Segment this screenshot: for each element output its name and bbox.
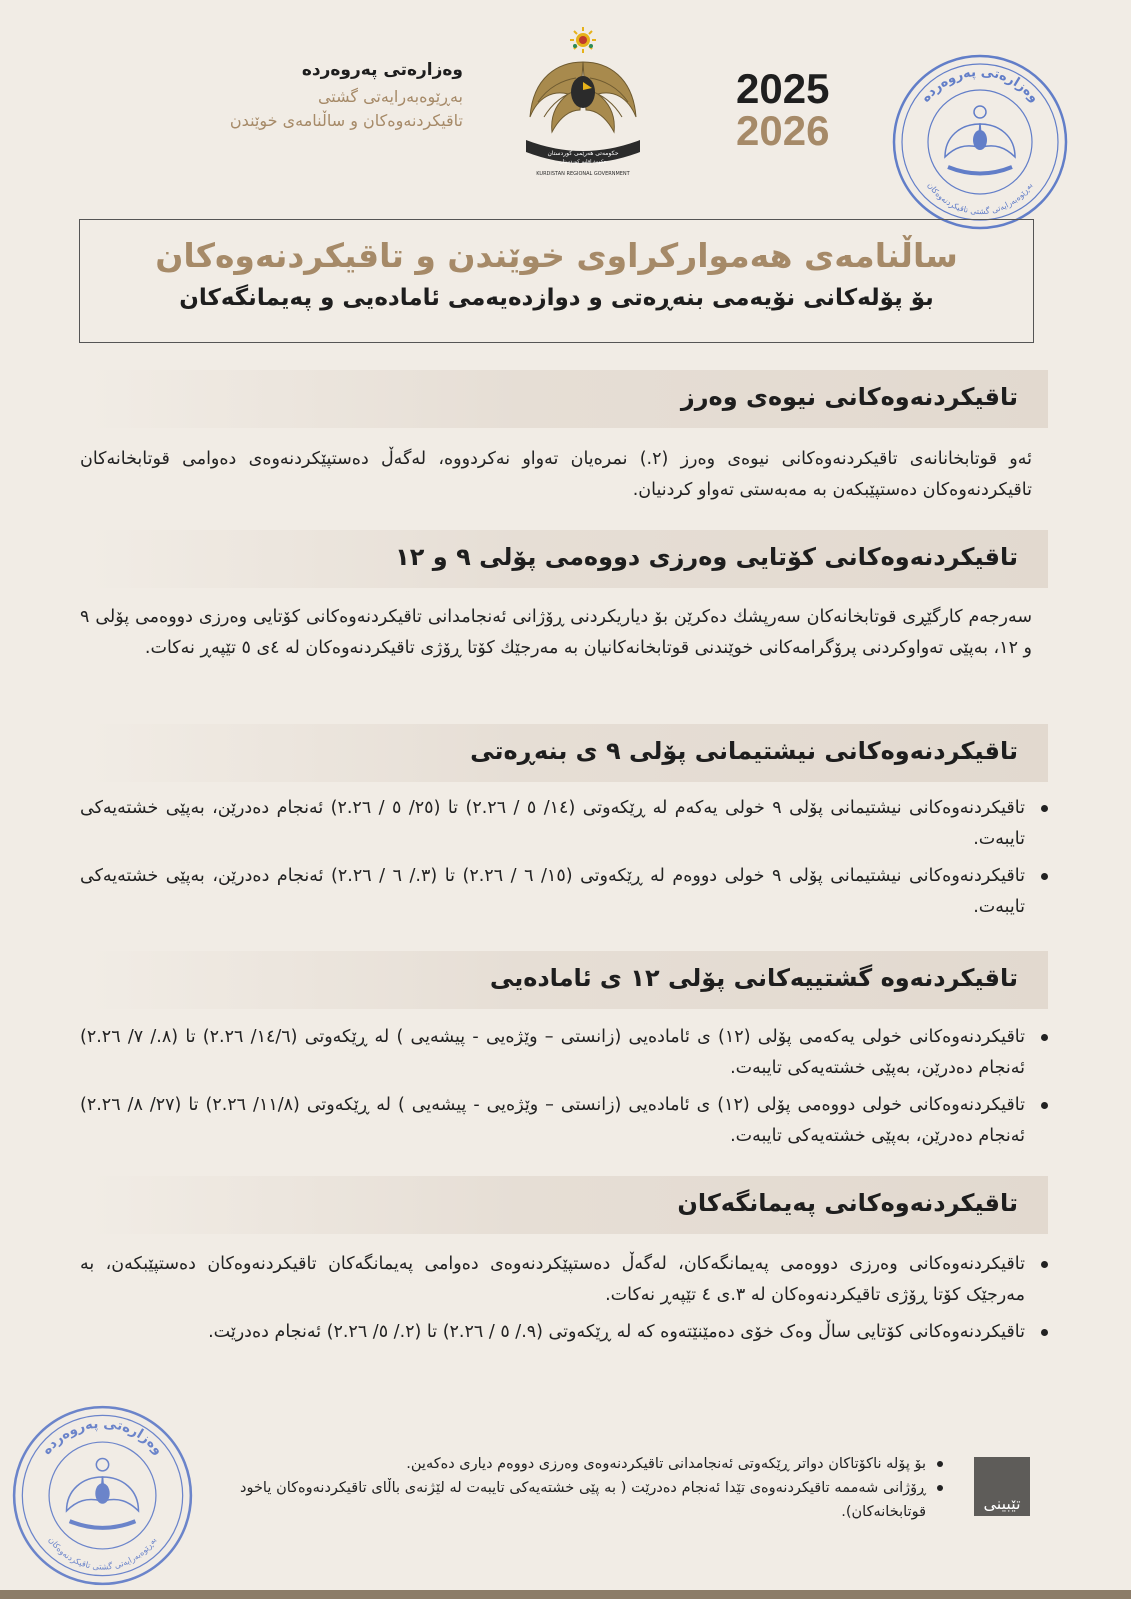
section-paragraph-midterm: ئەو قوتابخانانەی تاقیکردنەوەکانی نیوەی وەرز (٢.) نمرەیان تەواو نەکردووە، لەگەڵ دەستپێکردنەوەی دەوامی قوتابخانەکان تاقیکردنەوەکان دەستپێبکەن بە مەبەستی تەواو کردنیان. <box>80 449 1033 500</box>
list-item: تاقیکردنەوەکانی کۆتایی ساڵ وەک خۆی دەمێنێتەوە کە لە ڕێکەوتی (٩./ ٥ / ٢.٢٦) تا (٢./ ٥/ ٢.٢٦) ئەنجام دەدرێت. <box>80 1317 1025 1348</box>
section-header-midterm <box>88 370 1048 428</box>
list-item: تاقیکردنەوەکانی خولی دووەمی پۆلی (١٢) ی ئامادەیی (زانستی – وێژەیی - پیشەیی ) لە ڕێکەوتی (١١/٨/ ٢.٢٦) تا (٢٧/ ٨/ ٢.٢٦) ئەنجام دەدرێن، بەپێی خشتەیەکی تایبەت. <box>80 1090 1025 1152</box>
section-heading: تاقیکردنەوە گشتییەکانی پۆلی ١٢ ی ئامادەیی <box>489 964 1018 992</box>
svg-text:بەڕێوەبەرایەتی گشتی تاقیكردنەو <box>926 181 1035 216</box>
note-label-box <box>974 1457 1030 1516</box>
section-header-final-term <box>88 530 1048 588</box>
title-box <box>79 219 1034 343</box>
section-header-grade12-general <box>88 951 1048 1009</box>
bottom-bar <box>0 1590 1131 1599</box>
section-heading: تاقیکردنەوەکانی نیشتیمانی پۆلی ٩ ی بنەڕەتی <box>470 737 1018 765</box>
stamp-outer-text: وەزارەتی پەروەردە <box>39 1416 166 1458</box>
list-item: تاقیکردنەوەکانی خولی یەکەمی پۆلی (١٢) ی ئامادەیی (زانستی – وێژەیی - پیشەیی ) لە ڕێکەوتی (١٤/٦/ ٢.٢٦) تا (٨./ ٧/ ٢.٢٦) ئەنجام دەدرێن، بەپێی خشتەیەکی تایبەت. <box>80 1022 1025 1084</box>
notes-block <box>240 1452 950 1524</box>
krg-emblem-icon <box>508 22 658 182</box>
year-bottom: 2026 <box>736 107 830 154</box>
ministry-name: وەزارەتی پەروەردە <box>301 60 463 80</box>
grade9-exam-list <box>80 793 1057 929</box>
svg-text:وەزارەتی پەروەردە <box>918 65 1041 106</box>
section-heading: تاقیکردنەوەکانی پەیمانگەکان <box>677 1189 1018 1217</box>
list-item: تاقیکردنەوەکانی وەرزی دووەمی پەیمانگەکان، لەگەڵ دەستپێکردنەوەی دەوامی پەیمانگەکان تاقیکردنەوەکان دەستپێبکەن، بە مەرجێک کۆتا ڕۆژی تاقیکردنەوەکان لە ٣.ی ٤ تێپەڕ نەکات. <box>80 1249 1025 1311</box>
list-item: تاقیکردنەوەکانی نیشتیمانی پۆلی ٩ خولی دووەم لە ڕێکەوتی (١٥/ ٦ / ٢.٢٦) تا (٣./ ٦ / ٢.٢٦) ئەنجام دەدرێن، بەپێی خشتەیەکی تایبەت. <box>80 861 1025 923</box>
stamp-inner-text: بەڕێوەبەرایەتی گشتی تاقیكردنەوەكان <box>46 1535 159 1572</box>
note-label: تێبینی <box>983 1494 1021 1513</box>
emblem-text-ku: حکومەتی هەرێمی کوردستان <box>547 150 619 157</box>
academic-years <box>736 65 830 154</box>
section-paragraph-final-term: سەرجەم كارگێڕی قوتابخانەكان سەرپشك دەكرێن بۆ دیاریكردنی ڕۆژانی ئەنجامدانی تاقیكردنەوەكانی كۆتایی وەرزی دووەمی پۆلی ٩ و ١٢، بەپێی تەواوكردنی پرۆگرامەكانی خوێندنی قوتابخانەكانیان بە مەرجێك كۆتا ڕۆژی تاقیكردنەوەكان لە ٤ی ٥ تێپەڕ نەكات. <box>80 607 1032 658</box>
emblem-text-ar: حكومة إقليم كوردستان <box>559 159 607 165</box>
sub-title: بۆ پۆلەكانی نۆیەمی بنەڕەتی و دوازدەیەمی ئامادەیی و پەیمانگەكان <box>179 285 934 311</box>
note-item: بۆ پۆلە ناكۆتاكان دواتر ڕێكەوتی ئەنجامدانی تاقیكردنەوەی وەرزی دووەم دیاری دەكەین. <box>240 1452 926 1476</box>
section-heading: تاقیکردنەوەکانی نیوەی وەرز <box>680 383 1018 411</box>
section-heading: تاقیکردنەوەکانی كۆتایی وەرزی دووەمی پۆلی ٩ و ١٢ <box>395 543 1018 571</box>
ministry-stamp-bottom-icon <box>10 1403 195 1588</box>
stamp-inner-text: بەڕێوەبەرایەتی گشتی تاقیكردنەوەكان <box>925 180 1035 217</box>
ministry-stamp-icon <box>890 52 1070 232</box>
section-header-grade9-national <box>88 724 1048 782</box>
emblem-text-en: KURDISTAN REGIONAL GOVERNMENT <box>536 171 630 177</box>
stamp-outer-text: وەزارەتی پەروەردە <box>918 64 1042 106</box>
directorate-line-2: تاقیکردنەوەکان و ساڵنامەی خوێندن <box>229 111 463 130</box>
svg-text:وەزارەتی پەروەردە <box>39 1416 165 1457</box>
grade12-exam-list <box>80 1022 1057 1158</box>
ministry-header <box>203 60 463 130</box>
list-item: تاقیکردنەوەکانی نیشتیمانی پۆلی ٩ خولی یەکەم لە ڕێکەوتی (١٤/ ٥ / ٢.٢٦) تا (٢٥/ ٥ / ٢.٢٦) ئەنجام دەدرێن، بەپێی خشتەیەکی تایبەت. <box>80 793 1025 855</box>
note-item: ڕۆژانی شەممە تاقیكردنەوەی تێدا ئەنجام دەدرێت ( بە پێی خشتەیەكی تایبەت لە لێژنەی باڵای تاقیكردنەوەكان یاخود قوتابخانەكان). <box>240 1476 926 1524</box>
year-top: 2025 <box>736 65 830 112</box>
directorate-line-1: بەڕێوەبەرایەتی گشتی <box>317 87 463 106</box>
section-header-institutes <box>88 1176 1048 1234</box>
main-title: ساڵنامەی هەمواركراوی خوێندن و تاقیكردنەوەكان <box>155 236 958 275</box>
institutes-exam-list <box>80 1249 1057 1354</box>
